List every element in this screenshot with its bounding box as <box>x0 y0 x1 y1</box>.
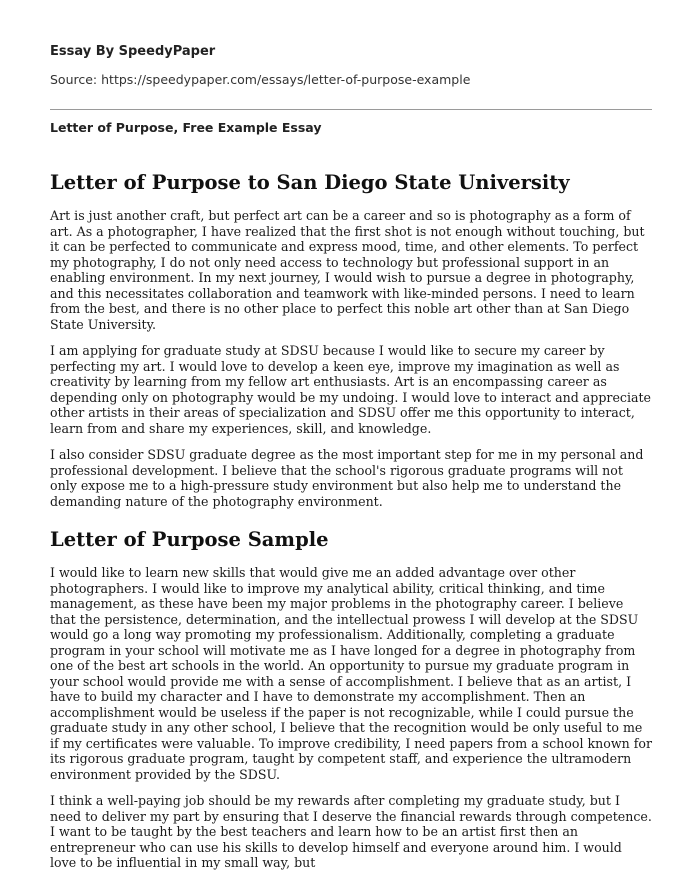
essay-body <box>50 170 652 882</box>
source-line: Source: https://speedypaper.com/essays/letter-of-purpose-example <box>50 72 471 87</box>
paragraph: I am applying for graduate study at SDSU because I would like to secure my career by perfecting my art. I would love to develop a keen eye, improve my imagination as well as creativity by learning from my fellow art enthusiasts. Art is an encompassing career as depending only on photography would be my undoing. I would love to interact and appreciate other artists in their areas of specialization and SDSU offer me this opportunity to interact, learn from and share my experiences, skill, and knowledge. <box>50 343 651 436</box>
paragraph: Art is just another craft, but perfect art can be a career and so is photography as a form of art. As a photographer, I have realized that the first shot is not enough without touching, but it can be perfected to communicate and express mood, time, and other elements. To perfect my photography, I do not only need access to technology but professional support in an enabling environment. In my next journey, I would wish to pursue a degree in photography, and this necessitates collaboration and teamwork with like-minded persons. I need to learn from the best, and there is no other place to perfect this noble art other than at San Diego State University. <box>50 208 645 332</box>
paragraph: I would like to learn new skills that would give me an added advantage over other photographers. I would like to improve my analytical ability, critical thinking, and time management, as these have been my major problems in the photography career. I believe that the persistence, determination, and the intellectual prowess I will develop at the SDSU would go a long way promoting my professionalism. Additionally, completing a graduate program in your school will motivate me as I have longed for a degree in photography from one of the best art schools in the world. An opportunity to pursue my graduate program in your school would provide me with a sense of accomplishment. I believe that as an artist, I have to build my character and I have to demonstrate my accomplishment. Then an accomplishment would be useless if the paper is not recognizable, while I could pursue the graduate study in any other school, I believe that the recognition would be only useful to me if my certificates were valuable. To improve credibility, I need papers from a school known for its rigorous graduate program, taught by competent staff, and experience the ultramodern environment provided by the SDSU. <box>50 565 652 782</box>
section-heading: Letter of Purpose to San Diego State University <box>50 171 570 194</box>
brand-label: Essay By SpeedyPaper <box>50 44 216 59</box>
document-title: Letter of Purpose, Free Example Essay <box>50 120 322 135</box>
header-divider <box>50 109 652 110</box>
section-heading: Letter of Purpose Sample <box>50 528 329 551</box>
paragraph: I think a well-paying job should be my rewards after completing my graduate study, but I need to deliver my part by ensuring that I deserve the financial rewards through competence. I want to be taught by the best teachers and learn how to be an artist first then an entrepreneur who can use his skills to develop himself and everyone around him. I would love to be influential in my small way, but <box>50 793 652 870</box>
paragraph: I also consider SDSU graduate degree as the most important step for me in my personal and professional development. I believe that the school's rigorous graduate programs will not only expose me to a high-pressure study environment but also help me to understand the demanding nature of the photography environment. <box>50 447 644 509</box>
section-letter-of-purpose <box>50 170 652 509</box>
section-letter-of-purpose-sample <box>50 527 652 871</box>
